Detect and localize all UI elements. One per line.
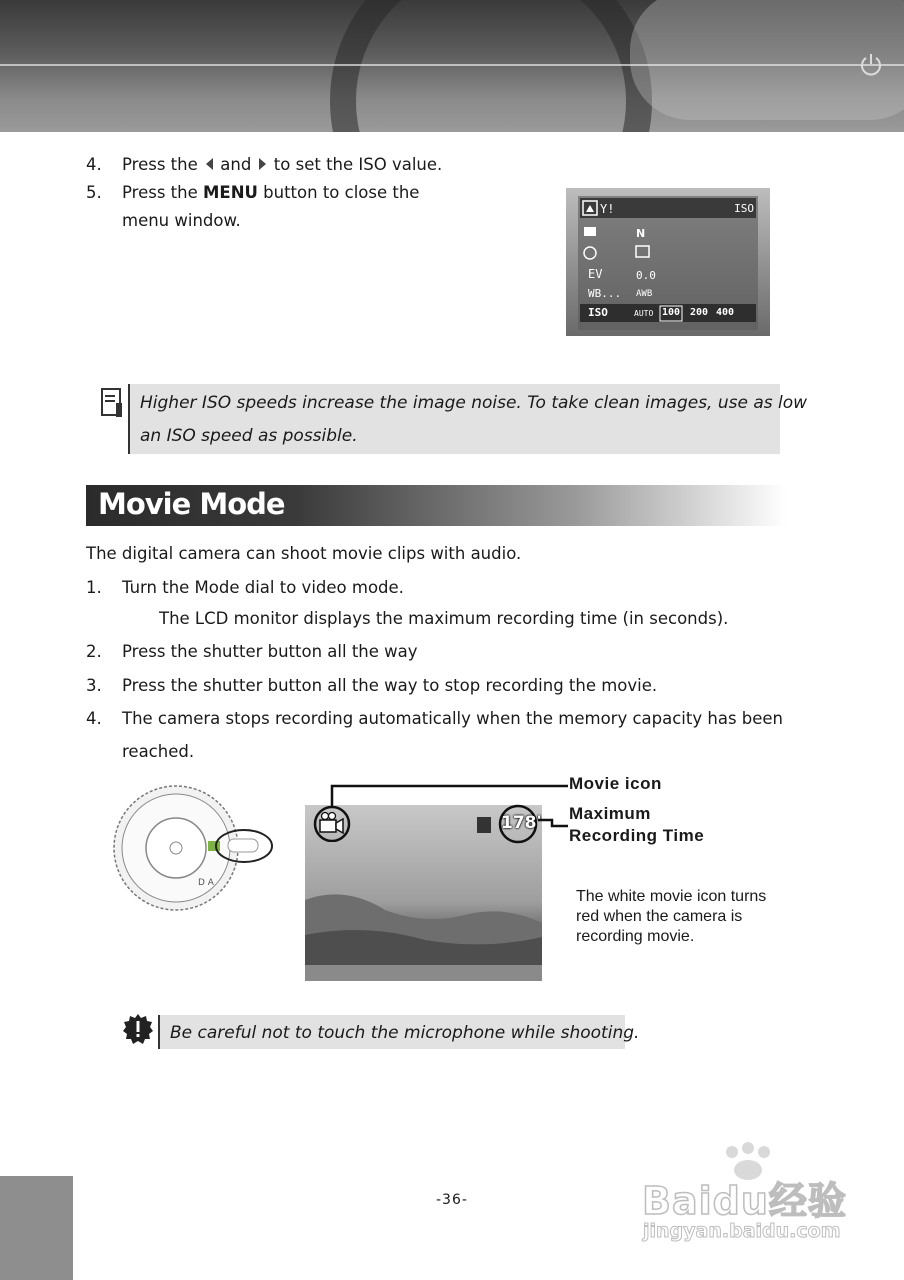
caption-line1: The white movie icon turns (576, 888, 767, 905)
movie-step-4 (86, 708, 806, 730)
step-text: and (220, 155, 252, 174)
header-banner (0, 0, 904, 132)
left-arrow-icon (203, 157, 215, 171)
step-text: Press the (122, 183, 198, 202)
menu-button-label: MENU (203, 183, 258, 202)
step-number: 2. (86, 642, 102, 661)
watermark-url: jingyan.baidu.com (643, 1220, 841, 1242)
step-text: Press the shutter button all the way (122, 642, 418, 661)
step-4-iso (86, 154, 556, 176)
step-5-menu (86, 182, 556, 232)
banner-rule (0, 64, 904, 66)
iso-option-100: 100 (662, 307, 681, 318)
wb-label: WB... (588, 287, 622, 300)
svg-text:Y!: Y! (600, 202, 615, 216)
callout-max-line2: Recording Time (569, 826, 705, 845)
iso-note-line2: an ISO speed as possible. (140, 426, 358, 446)
movie-step-1-detail: The LCD monitor displays the maximum recording time (in seconds). (159, 609, 729, 628)
iso-option-200: 200 (690, 307, 709, 318)
step-text: Press the (122, 155, 198, 174)
lens-ring-decoration (330, 0, 652, 132)
step-number: 4. (86, 155, 102, 174)
iso-label: ISO (588, 306, 608, 319)
section-heading-bar (86, 485, 786, 526)
intro-text: The digital camera can shoot movie clips with audio. (86, 544, 522, 563)
step-text: to set the ISO value. (273, 155, 443, 174)
iso-option-400: 400 (716, 307, 735, 318)
caution-note-text: Be careful not to touch the microphone while shooting. (170, 1023, 640, 1043)
mode-dial-illustration (110, 785, 280, 915)
step-text: The camera stops recording automatically when the memory capacity has been (122, 709, 784, 728)
movie-step-3 (86, 675, 806, 697)
iso-option-auto: AUTO (634, 309, 654, 318)
power-icon (858, 52, 884, 78)
step-number: 5. (86, 183, 102, 202)
menu-title: ISO (734, 202, 754, 215)
movie-step-4-cont: reached. (122, 742, 195, 761)
step-number: 1. (86, 578, 102, 597)
section-title: Movie Mode (98, 487, 285, 521)
footer-side-bar (0, 1176, 73, 1280)
step-text: Turn the Mode dial to video mode. (122, 578, 404, 597)
step-number: 4. (86, 709, 102, 728)
svg-text:D A: D A (198, 878, 214, 888)
caution-icon (122, 1013, 154, 1045)
callout-movie-icon: Movie icon (569, 774, 662, 793)
caution-note-box (158, 1015, 640, 1049)
step-text-line2: menu window. (122, 211, 241, 230)
caption-line2: red when the camera is (576, 908, 743, 925)
iso-note-line1: Higher ISO speeds increase the image noise. To take clean images, use as low (140, 393, 808, 413)
step-number: 3. (86, 676, 102, 695)
ev-label: EV (588, 267, 603, 281)
wb-value: AWB (636, 289, 653, 299)
callout-lines (320, 780, 570, 840)
step-text: button to close the (263, 183, 420, 202)
callout-max-line1: Maximum (569, 804, 651, 823)
iso-menu-screenshot (566, 188, 770, 336)
step-text: Press the shutter button all the way to stop recording the movie. (122, 676, 658, 695)
recording-time-value: 178' (501, 813, 542, 833)
note-icon (100, 387, 126, 419)
movie-icon-caption (576, 887, 766, 947)
movie-step-2 (86, 641, 806, 663)
caption-line3: recording movie. (576, 928, 695, 945)
page-number: -36- (436, 1192, 468, 1208)
movie-step-1 (86, 577, 806, 599)
ev-value: 0.0 (636, 269, 656, 282)
iso-note-box (128, 384, 808, 454)
watermark-brand: Baidu经验 (642, 1179, 847, 1223)
right-arrow-icon (257, 157, 269, 171)
svg-text:N: N (636, 227, 646, 240)
